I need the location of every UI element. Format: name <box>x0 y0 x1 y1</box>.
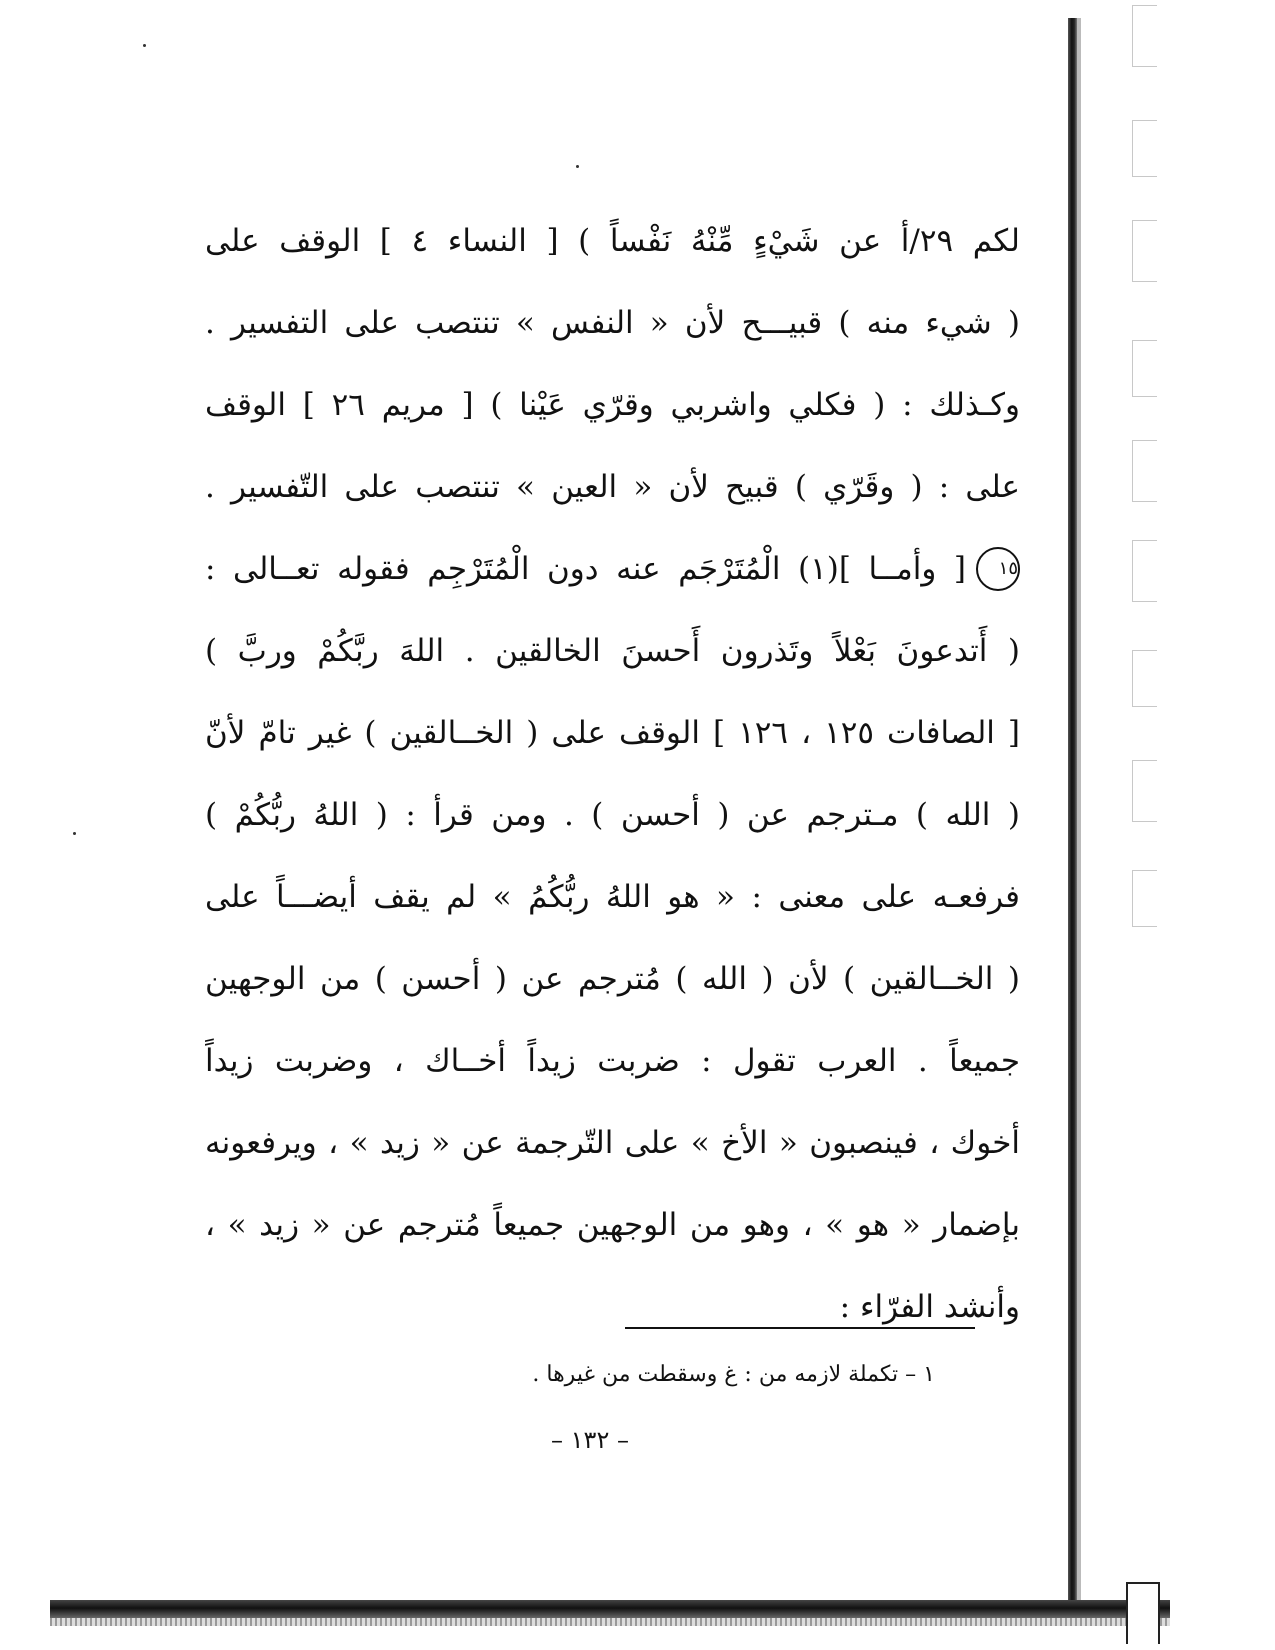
text-line: ( أَتدعونَ بَعْلاً وتَذرون أَحسنَ الخالقين . اللهَ ربَّكُمْ وربَّ ) <box>205 633 1020 669</box>
edge-mark <box>1132 440 1157 502</box>
text-line: [ الصافات ١٢٥ ، ١٢٦ ] الوقف على ( الخــالقين ) غير تامّ لأنّ <box>205 715 1020 751</box>
text-line: على : ( وقَرّي ) قبيح لأن « العين » تنتصب على التّفسير . <box>205 469 1020 505</box>
text-line: بإضمار « هو » ، وهو من الوجهين جميعاً مُترجم عن « زيد » ، <box>205 1207 1020 1243</box>
text-line: جميعاً . العرب تقول : ضربت زيداً أخــاك ، وضربت زيداً <box>205 1043 1020 1079</box>
text-line: أخوك ، فينصبون « الأخ » على التّرجمة عن « زيد » ، ويرفعونه <box>205 1125 1020 1161</box>
binding-shadow <box>1077 18 1081 1608</box>
text-line: ( شيء منه ) قبيـــح لأن « النفس » تنتصب على التفسير . <box>205 305 1020 341</box>
corner-tab <box>1126 1582 1160 1644</box>
body-text <box>205 200 1020 1348</box>
text-line: فرفعـه على معنى : « هو اللهُ ربُّكُمُ » لم يقف أيضـــاً على <box>205 879 1020 915</box>
binding-edge <box>1068 18 1077 1608</box>
text-line: ( الخــالقين ) لأن ( الله ) مُترجم عن ( أحسن ) من الوجهين <box>205 961 1020 997</box>
bottom-scan-noise <box>50 1618 1170 1626</box>
scan-speck <box>143 44 146 47</box>
text-line: وأنشد الفرّاء : <box>839 1289 1020 1325</box>
scan-speck <box>73 832 76 835</box>
text-line: ( الله ) مـترجم عن ( أحسن ) . ومن قرأ : ( اللهُ ربُّكُمْ ) <box>205 797 1020 833</box>
edge-mark <box>1132 760 1157 822</box>
edge-mark <box>1132 220 1157 282</box>
text-line: [ وأمــا ](١) الْمُتَرْجَم عنه دون الْمُتَرْجِم فقوله تعــالى : <box>205 551 966 587</box>
footnote: ١ – تكملة لازمه من : غ وسقطت من غيرها . <box>532 1362 935 1387</box>
edge-mark <box>1132 650 1157 707</box>
text-line-with-marker <box>205 528 1020 610</box>
paragraph-number-marker: ١٥ <box>976 547 1020 591</box>
scan-speck <box>576 165 579 168</box>
edge-mark <box>1132 340 1157 397</box>
text-line: لكم ٢٩/أ عن شَيْءٍ مِّنْهُ نَفْساً ) [ النساء ٤ ] الوقف على <box>205 223 1020 259</box>
page-edge-marks <box>1132 0 1162 1600</box>
footnote-divider <box>625 1327 975 1329</box>
page-number: – ١٣٢ – <box>551 1426 629 1454</box>
bottom-scan-edge <box>50 1600 1170 1618</box>
text-line: وكـذلك : ( فكلي واشربي وقرّي عَيْنا ) [ مريم ٢٦ ] الوقف <box>205 387 1020 423</box>
edge-mark <box>1132 540 1157 602</box>
edge-mark <box>1132 870 1157 927</box>
edge-mark <box>1132 5 1157 67</box>
edge-mark <box>1132 120 1157 177</box>
